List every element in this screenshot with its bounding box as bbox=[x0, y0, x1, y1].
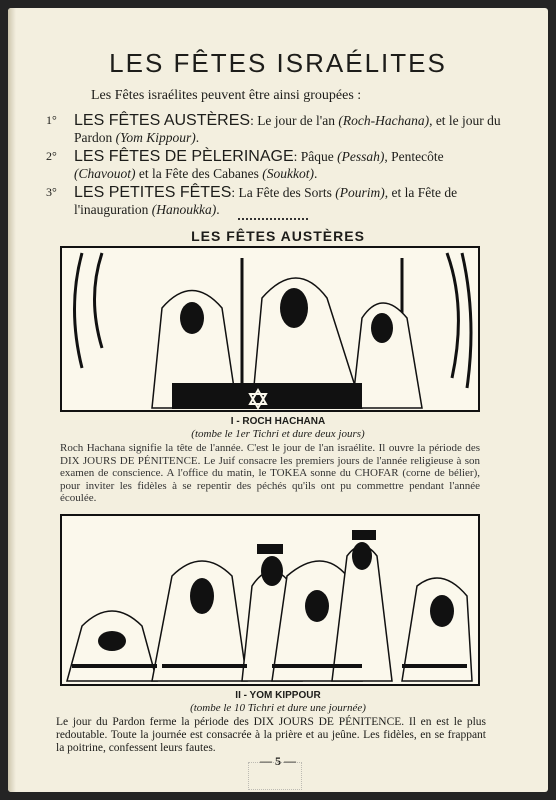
subcaption-yom-kippour: (tombe le 10 Tichri et dure une journée) bbox=[190, 702, 366, 714]
illustration-drawing bbox=[62, 248, 478, 410]
subcaption-roch-hachana: (tombe le 1er Tichri et dure deux jours) bbox=[191, 428, 365, 440]
group-number: 1° bbox=[46, 113, 57, 127]
group-number: 3° bbox=[46, 185, 57, 199]
group-desc: . bbox=[195, 130, 200, 145]
illustration-drawing bbox=[62, 516, 478, 684]
group-name: LES FÊTES DE PÈLERINAGE bbox=[74, 148, 294, 165]
group-name: LES PETITES FÊTES bbox=[74, 184, 232, 201]
ornament-divider bbox=[238, 218, 308, 222]
group-desc-italic: (Pourim) bbox=[335, 185, 385, 200]
group-item-2 bbox=[46, 148, 506, 182]
group-desc: . bbox=[313, 166, 318, 181]
group-desc-italic: (Pessah) bbox=[337, 149, 385, 164]
page-spine-shadow bbox=[8, 8, 16, 792]
group-desc-italic: (Soukkot) bbox=[262, 166, 314, 181]
group-desc: , et le jour du Pardon bbox=[74, 113, 501, 145]
group-desc-italic: (Roch-Hachana) bbox=[338, 113, 430, 128]
group-text bbox=[74, 184, 506, 218]
group-name: LES FÊTES AUSTÈRES bbox=[74, 112, 251, 129]
group-item-1 bbox=[46, 112, 506, 146]
document-page bbox=[8, 8, 548, 792]
illustration-yom-kippour bbox=[60, 514, 480, 686]
group-desc: , Pentecôte bbox=[384, 149, 444, 164]
group-desc: : Pâque bbox=[293, 149, 338, 164]
paragraph-roch-hachana: Roch Hachana signifie la tête de l'année. C'est le jour de l'an israélite. Il ouvre la période des DIX JOURS DE PÉNITENCE. Le Juif consacre les premiers jours de l'année religieuse à son examen de conscience. A l'office du matin, le TOKEA sonne du CHOFAR (corne de bélier), pour inviter les fidèles à se repentir des péchés qu'ils ont pu commettre pendant l'année écoulée. bbox=[60, 442, 480, 504]
group-text bbox=[74, 112, 506, 146]
paragraph-yom-kippour: Le jour du Pardon ferme la période des DIX JOURS DE PÉNITENCE. Il en est le plus redoutable. Toute la journée est consacrée à la prière et au jeûne. Les fidèles, en se frappant la poitrine, confessent leurs fautes. bbox=[56, 716, 486, 754]
group-desc-italic: (Hanoukka) bbox=[151, 202, 217, 217]
group-desc-italic: (Chavouot) bbox=[74, 166, 136, 181]
group-number: 2° bbox=[46, 149, 57, 163]
group-desc: : La Fête des Sorts bbox=[231, 185, 336, 200]
caption-yom-kippour: II - YOM KIPPOUR bbox=[235, 690, 321, 701]
illustration-roch-hachana bbox=[60, 246, 480, 412]
group-desc: , et la Fête de l'inauguration bbox=[74, 185, 458, 217]
group-desc: : Le jour de l'an bbox=[250, 113, 339, 128]
page-number: — 5 — bbox=[260, 754, 296, 768]
library-stamp bbox=[248, 762, 302, 790]
group-desc: . bbox=[216, 202, 220, 217]
group-desc: et la Fête des Cabanes bbox=[135, 166, 263, 181]
group-item-3 bbox=[46, 184, 506, 218]
page-title: LES FÊTES ISRAÉLITES bbox=[109, 48, 447, 78]
group-text bbox=[74, 148, 506, 182]
intro-text: Les Fêtes israélites peuvent être ainsi groupées : bbox=[91, 88, 362, 103]
section-title: LES FÊTES AUSTÈRES bbox=[191, 228, 365, 244]
caption-roch-hachana: I - ROCH HACHANA bbox=[230, 416, 326, 427]
group-desc-italic: (Yom Kippour) bbox=[115, 130, 196, 145]
